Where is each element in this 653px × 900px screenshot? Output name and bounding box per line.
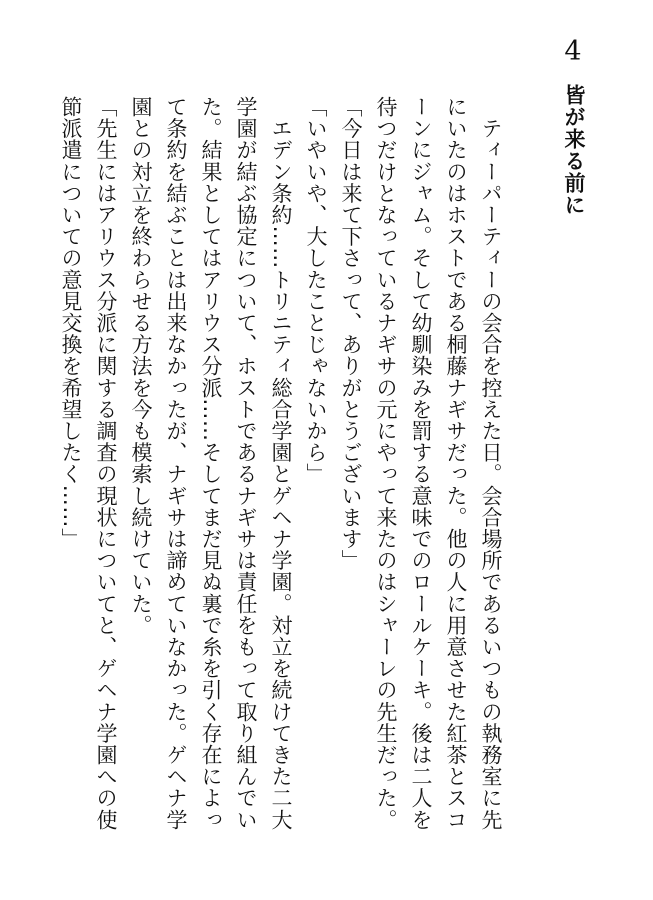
page-number: 4 [564,36,582,67]
paragraph-dialogue-1: 「今日は来て下さって、ありがとうございます」 [339,96,363,572]
paragraph-narration-1: ティーパーティーの会合を控えた日。会合場所であるいつもの執務室に先にいたのはホストである桐藤ナギサだった。他の人に用意させた紅茶とスコーンにジャム。そして幼馴染みを罰する意味でのロールケーキ。後は二人を待つだけとなっているナギサの元にやって来たのはシャーレの先生だった。 [374,96,503,831]
paragraph-narration-2: エデン条約……トリニティ総合学園とゲヘナ学園。対立を続けてきた二大学園が結ぶ協定について、ホストであるナギサは責任をもって取り組んでいた。結果としてはアリウス分派……そしてまだ見ぬ裏で糸を引く存在によって条約を結ぶことは出来なかったが、ナギサは諦めていなかった。ゲヘナ学園との対立を終わらせる方法を今も模索し続けていた。 [129,96,293,831]
body-text [59,96,508,831]
paragraph-dialogue-3: 「先生にはアリウス分派に関する調査の現状についてと、ゲヘナ学園への使節派遣についての意見交換を希望したく……」 [59,96,118,831]
chapter-title: 皆が来る前に [562,84,586,216]
paragraph-dialogue-2: 「いやいや、大したことじゃないから」 [304,96,328,485]
